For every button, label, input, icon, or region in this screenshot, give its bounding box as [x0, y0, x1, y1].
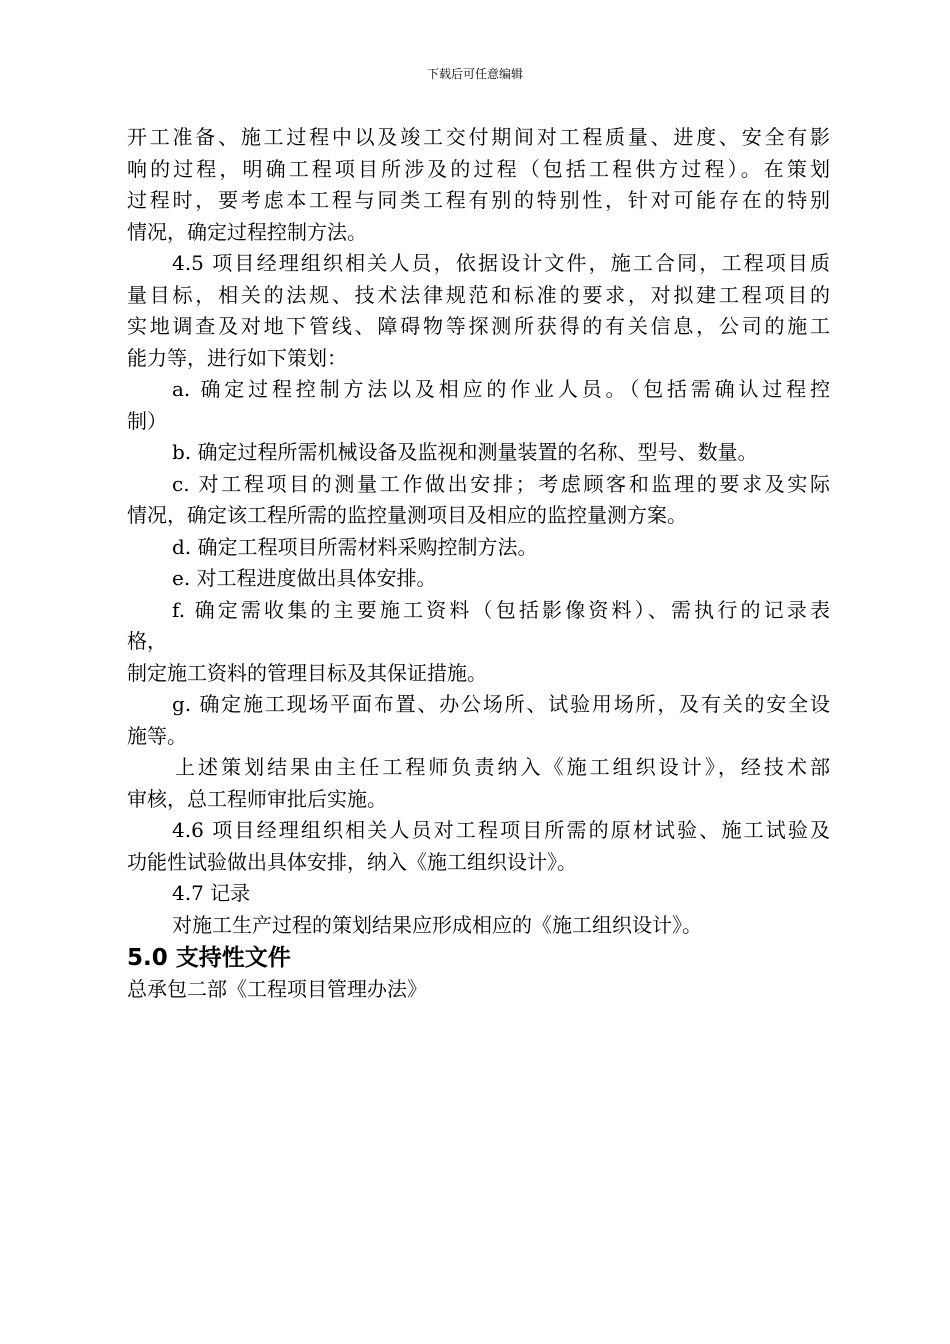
- paragraph-line: 制定施工资料的管理目标及其保证措施。: [127, 660, 487, 685]
- paragraph-line: 总承包二部《工程项目管理办法》: [127, 977, 427, 1001]
- paragraph-line: 能力等，进行如下策划：: [127, 345, 347, 370]
- paragraph-line: 功能性试验做出具体安排，纳入《施工组织设计》。: [127, 849, 577, 874]
- document-body: [127, 122, 830, 1006]
- paragraph-line: 量目标，相关的法规、技术法律规范和标准的要求，对拟建工程项目的: [127, 282, 830, 307]
- paragraph-line: 制）: [127, 408, 167, 433]
- paragraph-line: 4.6 项目经理组织相关人员对工程项目所需的原材试验、施工试验及: [172, 818, 830, 842]
- subsection-title: 4.7 记录: [172, 881, 251, 905]
- paragraph-line: 审核，总工程师审批后实施。: [127, 786, 387, 811]
- paragraph-line: 4.5 项目经理组织相关人员，依据设计文件，施工合同，工程项目质: [172, 251, 830, 275]
- paragraph-line: 对施工生产过程的策划结果应形成相应的《施工组织设计》。: [172, 912, 702, 937]
- section-heading: 5.0 支持性文件: [127, 945, 291, 971]
- paragraph-line: 上述策划结果由主任工程师负责纳入《施工组织设计》，经技术部: [175, 755, 830, 779]
- list-item-f: f. 确定需收集的主要施工资料（包括影像资料）、需执行的记录表: [172, 597, 830, 622]
- list-item-e: e. 对工程进度做出具体安排。: [172, 566, 437, 590]
- list-item-c: c. 对工程项目的测量工作做出安排；考虑顾客和监理的要求及实际: [172, 471, 830, 496]
- paragraph-line: 实地调查及对地下管线、障碍物等探测所获得的有关信息，公司的施工: [127, 314, 830, 338]
- paragraph-line: 格，: [127, 629, 167, 653]
- page-header: 下载后可任意编辑: [426, 67, 523, 81]
- paragraph-line: 过程时，要考虑本工程与同类工程有别的特别性，针对可能存在的特别: [127, 188, 830, 212]
- paragraph-line: 开工准备、施工过程中以及竣工交付期间对工程质量、进度、安全有影: [127, 125, 830, 149]
- paragraph-line: 情况，确定该工程所需的监控量测项目及相应的监控量测方案。: [127, 503, 687, 527]
- list-item-a: a. 确定过程控制方法以及相应的作业人员。（包括需确认过程控: [172, 377, 830, 401]
- list-item-d: d. 确定工程项目所需材料采购控制方法。: [172, 534, 538, 559]
- list-item-g: g. 确定施工现场平面布置、办公场所、试验用场所，及有关的安全设: [172, 692, 830, 716]
- paragraph-line: 情况，确定过程控制方法。: [127, 219, 367, 244]
- paragraph-line: 施等。: [127, 723, 187, 748]
- list-item-b: b. 确定过程所需机械设备及监视和测量装置的名称、型号、数量。: [172, 440, 758, 464]
- paragraph-line: 响的过程，明确工程项目所涉及的过程（包括工程供方过程）。在策划: [127, 156, 830, 181]
